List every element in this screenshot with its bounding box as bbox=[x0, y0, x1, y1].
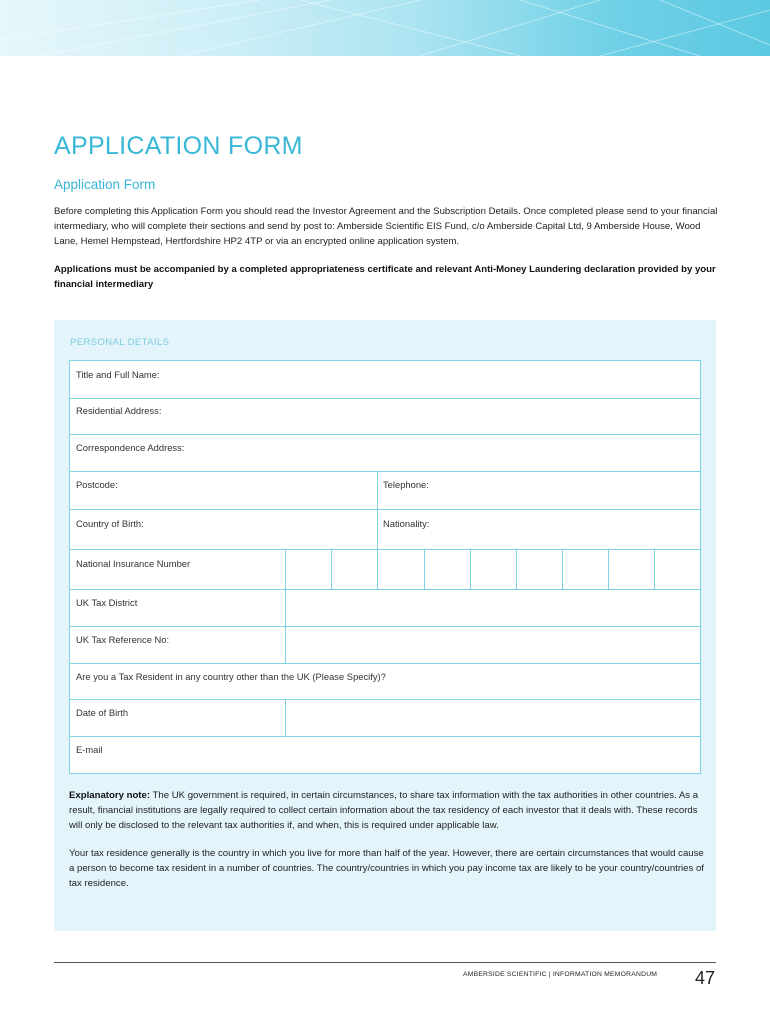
title-full-name-label: Title and Full Name: bbox=[76, 369, 160, 380]
intro-paragraph: Before completing this Application Form you should read the Investor Agreement and the Subscription Details. Once completed please send to your financial intermediary, who will complete their sections and send by post to: Amberside Scientific EIS Fund, c/o Amberside Capital Ltd, 9 Amberside House, Wood Lane, Hemel Hempstead, Hertfordshire HP2 4TP or via an encrypted online application system. bbox=[54, 206, 718, 247]
column-divider bbox=[285, 699, 286, 736]
nationality-label: Nationality: bbox=[383, 518, 430, 529]
decorative-lines bbox=[0, 0, 770, 56]
residential-address-label: Residential Address: bbox=[76, 405, 162, 416]
explanatory-note-text: The UK government is required, in certain circumstances, to share tax information with the tax authorities in other countries. As a result, financial institutions are legally required to collect certain information about the tax residency of each investor that it deals with. These records will only be disclosed to the relevant tax authorities if, and when, this is required under applicable law. bbox=[69, 790, 699, 831]
row-divider bbox=[70, 549, 700, 550]
footer-text: AMBERSIDE SCIENTIFIC | INFORMATION MEMORANDUM bbox=[463, 971, 658, 978]
row-divider bbox=[70, 471, 700, 472]
page-number: 47 bbox=[695, 968, 716, 988]
postcode-label: Postcode: bbox=[76, 479, 118, 490]
ni-box-divider bbox=[424, 549, 425, 589]
national-insurance-label: National Insurance Number bbox=[76, 558, 191, 569]
row-divider bbox=[70, 398, 700, 399]
notice-paragraph: Applications must be accompanied by a completed appropriateness certificate and relevant Anti-Money Laundering declaration provided by your financial intermediary bbox=[54, 264, 716, 290]
ni-box-divider bbox=[470, 549, 471, 589]
row-divider bbox=[70, 589, 700, 590]
ni-box-divider bbox=[331, 549, 332, 589]
country-of-birth-label: Country of Birth: bbox=[76, 518, 144, 529]
row-divider bbox=[70, 434, 700, 435]
section-title: PERSONAL DETAILS bbox=[70, 337, 170, 348]
footer-divider bbox=[54, 962, 716, 963]
ni-box-divider bbox=[516, 549, 517, 589]
page-title: APPLICATION FORM bbox=[54, 132, 303, 160]
tax-resident-other-label: Are you a Tax Resident in any country other than the UK (Please Specify)? bbox=[76, 671, 386, 682]
explanatory-note bbox=[69, 788, 709, 904]
explanatory-note-label: Explanatory note: bbox=[69, 790, 151, 801]
ni-box-divider bbox=[654, 549, 655, 589]
row-divider bbox=[70, 736, 700, 737]
ni-box-divider bbox=[377, 549, 378, 589]
row-divider bbox=[70, 699, 700, 700]
column-divider bbox=[285, 549, 286, 663]
date-of-birth-label: Date of Birth bbox=[76, 707, 129, 718]
uk-tax-reference-label: UK Tax Reference No: bbox=[76, 634, 170, 645]
ni-box-divider bbox=[562, 549, 563, 589]
personal-details-form bbox=[69, 360, 701, 774]
page-subtitle: Application Form bbox=[54, 177, 156, 192]
tax-residence-paragraph: Your tax residence generally is the country in which you live for more than half of the year. However, there are certain circumstances that would cause a person to become tax resident in a number of countries. The country/countries in which you pay income tax are likely to be your country/countries of tax residence. bbox=[69, 848, 704, 889]
email-label: E-mail bbox=[76, 744, 103, 755]
row-divider bbox=[70, 509, 700, 510]
header-banner bbox=[0, 0, 770, 56]
row-divider bbox=[70, 626, 700, 627]
row-divider bbox=[70, 663, 700, 664]
column-divider bbox=[377, 471, 378, 549]
telephone-label: Telephone: bbox=[383, 479, 429, 490]
ni-box-divider bbox=[608, 549, 609, 589]
uk-tax-district-label: UK Tax District bbox=[76, 597, 138, 608]
correspondence-address-label: Correspondence Address: bbox=[76, 442, 185, 453]
